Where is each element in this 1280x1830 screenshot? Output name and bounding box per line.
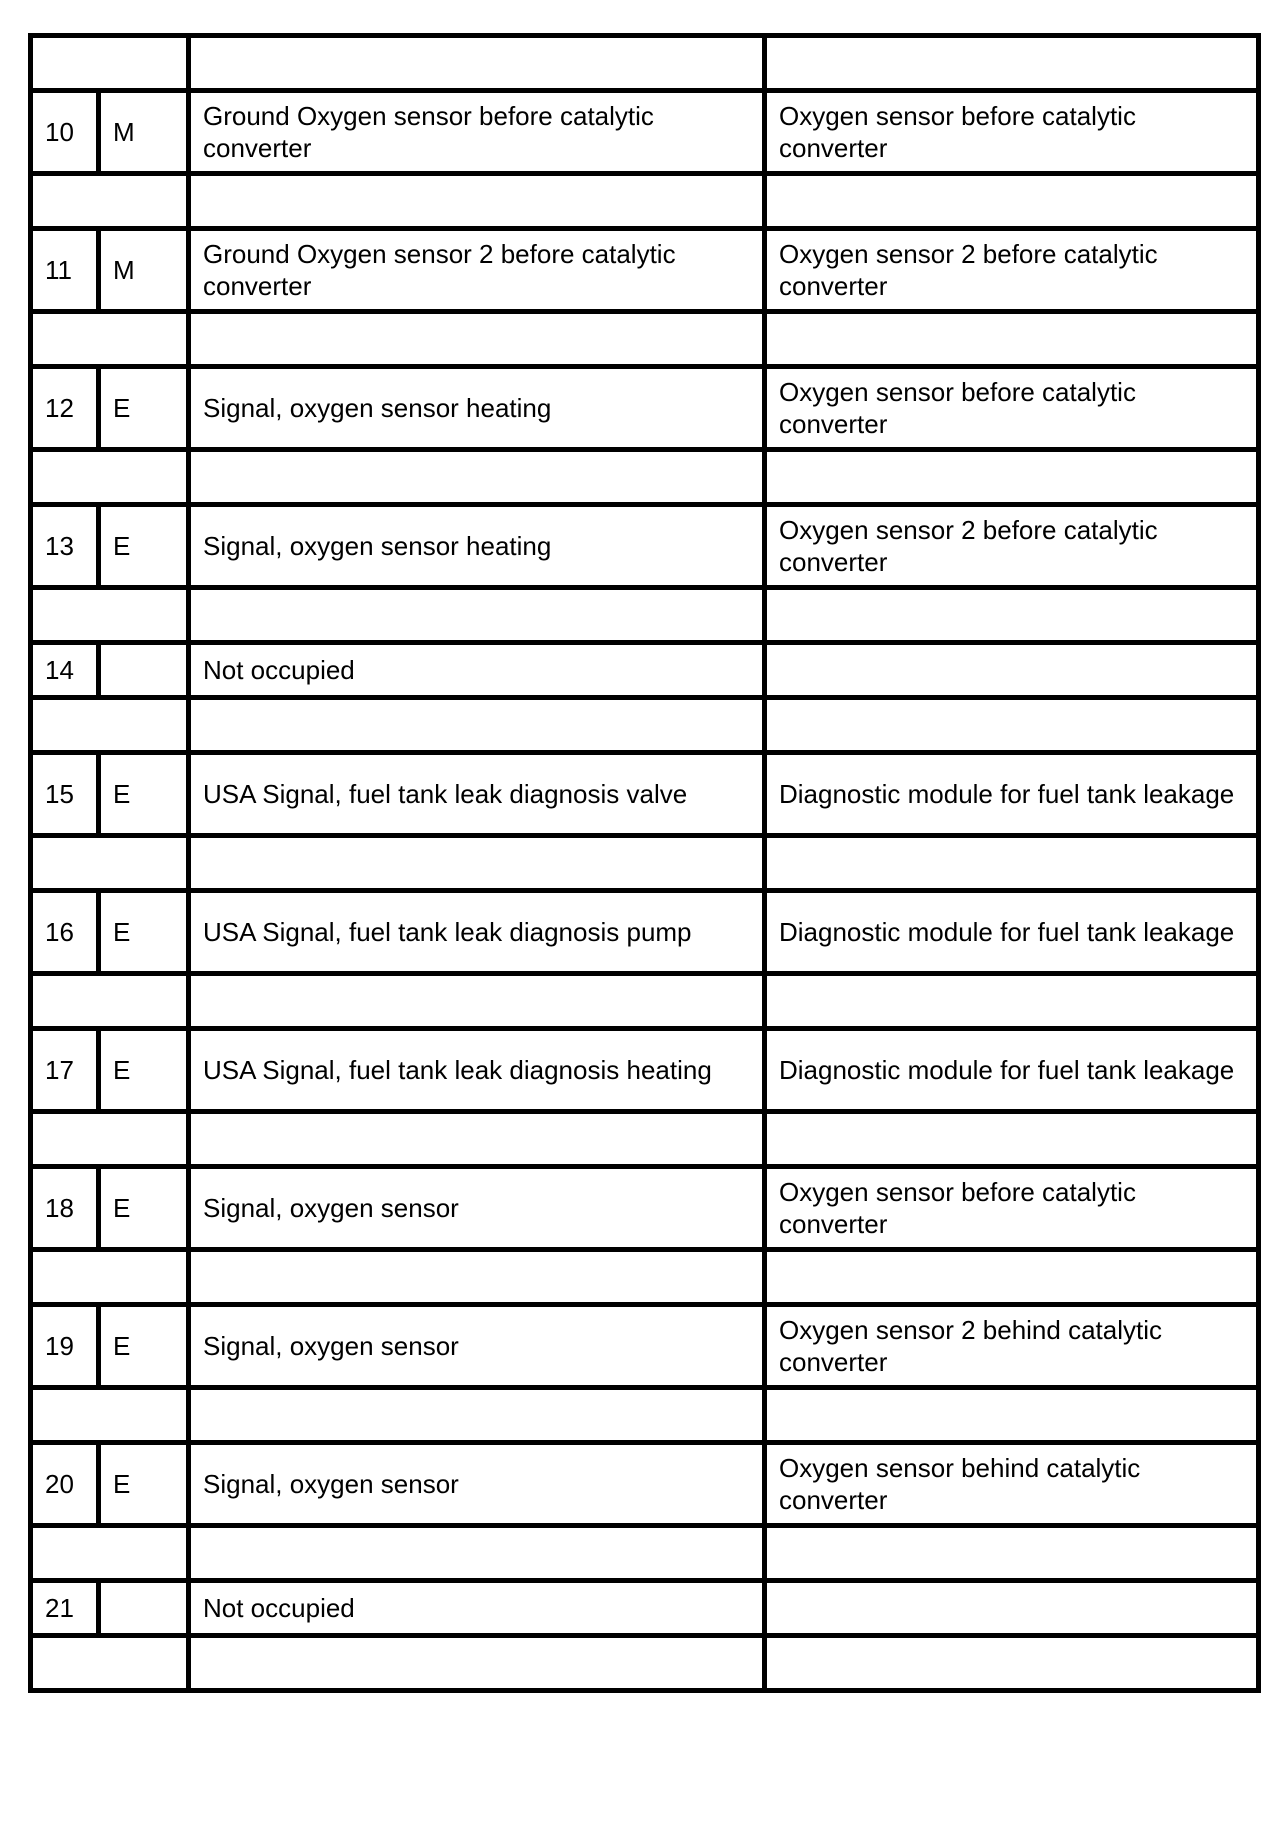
signal-description-cell: Not occupied (189, 1581, 765, 1636)
spacer-cell (765, 1388, 1259, 1443)
pin-type-cell: M (99, 91, 189, 174)
pin-number-cell: 16 (31, 891, 99, 974)
spacer-cell (189, 698, 765, 753)
spacer-cell (189, 588, 765, 643)
pin-number-cell: 18 (31, 1167, 99, 1250)
spacer-row (31, 450, 1259, 505)
table-row (31, 367, 1259, 450)
table-row (31, 1029, 1259, 1112)
spacer-cell (31, 1636, 189, 1691)
spacer-cell (765, 974, 1259, 1029)
signal-description-cell: Signal, oxygen sensor (189, 1167, 765, 1250)
table-row (31, 1581, 1259, 1636)
component-cell: Oxygen sensor 2 behind catalytic converter (765, 1305, 1259, 1388)
spacer-cell (31, 1250, 189, 1305)
spacer-cell (765, 1112, 1259, 1167)
spacer-cell (765, 1526, 1259, 1581)
spacer-cell (189, 1636, 765, 1691)
signal-description-cell: Signal, oxygen sensor (189, 1443, 765, 1526)
spacer-cell (189, 1526, 765, 1581)
pin-number-cell: 20 (31, 1443, 99, 1526)
spacer-cell (31, 974, 189, 1029)
pin-number-cell: 10 (31, 91, 99, 174)
table-row (31, 891, 1259, 974)
component-cell: Oxygen sensor behind catalytic converter (765, 1443, 1259, 1526)
spacer-cell (189, 312, 765, 367)
pin-number-cell: 14 (31, 643, 99, 698)
spacer-cell (31, 312, 189, 367)
spacer-cell (189, 836, 765, 891)
table-row (31, 505, 1259, 588)
signal-description-cell: Ground Oxygen sensor 2 before catalytic converter (189, 229, 765, 312)
spacer-row (31, 1250, 1259, 1305)
spacer-cell (31, 1526, 189, 1581)
spacer-cell (31, 588, 189, 643)
pin-type-cell: E (99, 1029, 189, 1112)
table-row (31, 753, 1259, 836)
pin-number-cell: 12 (31, 367, 99, 450)
pin-number-cell: 19 (31, 1305, 99, 1388)
spacer-cell (765, 588, 1259, 643)
signal-description-cell: Not occupied (189, 643, 765, 698)
signal-description-cell: Signal, oxygen sensor heating (189, 505, 765, 588)
spacer-row (31, 174, 1259, 229)
spacer-cell (31, 174, 189, 229)
spacer-row (31, 1112, 1259, 1167)
spacer-row (31, 588, 1259, 643)
table-row (31, 1305, 1259, 1388)
spacer-cell (765, 174, 1259, 229)
pin-type-cell: E (99, 753, 189, 836)
spacer-row (31, 836, 1259, 891)
component-cell: Diagnostic module for fuel tank leakage (765, 1029, 1259, 1112)
signal-description-cell: Signal, oxygen sensor heating (189, 367, 765, 450)
pin-number-cell: 13 (31, 505, 99, 588)
spacer-cell (765, 698, 1259, 753)
spacer-cell (765, 312, 1259, 367)
spacer-cell (189, 1250, 765, 1305)
spacer-cell (765, 836, 1259, 891)
component-cell (765, 1581, 1259, 1636)
component-cell (765, 643, 1259, 698)
pin-number-cell: 17 (31, 1029, 99, 1112)
spacer-row (31, 974, 1259, 1029)
signal-description-cell: Signal, oxygen sensor (189, 1305, 765, 1388)
pin-type-cell (99, 1581, 189, 1636)
signal-description-cell: USA Signal, fuel tank leak diagnosis pump (189, 891, 765, 974)
component-cell: Oxygen sensor before catalytic converter (765, 1167, 1259, 1250)
spacer-row (31, 36, 1259, 91)
pin-table-body (31, 36, 1259, 1691)
spacer-cell (189, 1112, 765, 1167)
table-row (31, 1167, 1259, 1250)
spacer-cell (189, 974, 765, 1029)
table-row (31, 1443, 1259, 1526)
spacer-row (31, 312, 1259, 367)
component-cell: Oxygen sensor before catalytic converter (765, 91, 1259, 174)
table-row (31, 229, 1259, 312)
spacer-cell (31, 698, 189, 753)
table-row (31, 643, 1259, 698)
spacer-row (31, 1636, 1259, 1691)
spacer-cell (765, 450, 1259, 505)
spacer-row (31, 1526, 1259, 1581)
component-cell: Oxygen sensor before catalytic converter (765, 367, 1259, 450)
pin-type-cell: E (99, 1167, 189, 1250)
spacer-cell (31, 1388, 189, 1443)
spacer-cell (189, 36, 765, 91)
pin-type-cell: E (99, 505, 189, 588)
spacer-cell (31, 836, 189, 891)
pin-number-cell: 21 (31, 1581, 99, 1636)
spacer-cell (189, 1388, 765, 1443)
pin-assignment-table (28, 33, 1261, 1693)
spacer-cell (189, 174, 765, 229)
signal-description-cell: USA Signal, fuel tank leak diagnosis heating (189, 1029, 765, 1112)
spacer-cell (31, 450, 189, 505)
spacer-cell (765, 1250, 1259, 1305)
table-row (31, 91, 1259, 174)
pin-type-cell: M (99, 229, 189, 312)
component-cell: Diagnostic module for fuel tank leakage (765, 891, 1259, 974)
component-cell: Oxygen sensor 2 before catalytic converter (765, 229, 1259, 312)
spacer-cell (31, 36, 189, 91)
spacer-row (31, 698, 1259, 753)
pin-type-cell: E (99, 1305, 189, 1388)
pin-type-cell (99, 643, 189, 698)
component-cell: Oxygen sensor 2 before catalytic converter (765, 505, 1259, 588)
spacer-row (31, 1388, 1259, 1443)
component-cell: Diagnostic module for fuel tank leakage (765, 753, 1259, 836)
signal-description-cell: Ground Oxygen sensor before catalytic converter (189, 91, 765, 174)
pin-type-cell: E (99, 891, 189, 974)
spacer-cell (765, 36, 1259, 91)
pin-type-cell: E (99, 1443, 189, 1526)
spacer-cell (189, 450, 765, 505)
pin-number-cell: 11 (31, 229, 99, 312)
pin-type-cell: E (99, 367, 189, 450)
pin-number-cell: 15 (31, 753, 99, 836)
signal-description-cell: USA Signal, fuel tank leak diagnosis valve (189, 753, 765, 836)
spacer-cell (765, 1636, 1259, 1691)
spacer-cell (31, 1112, 189, 1167)
